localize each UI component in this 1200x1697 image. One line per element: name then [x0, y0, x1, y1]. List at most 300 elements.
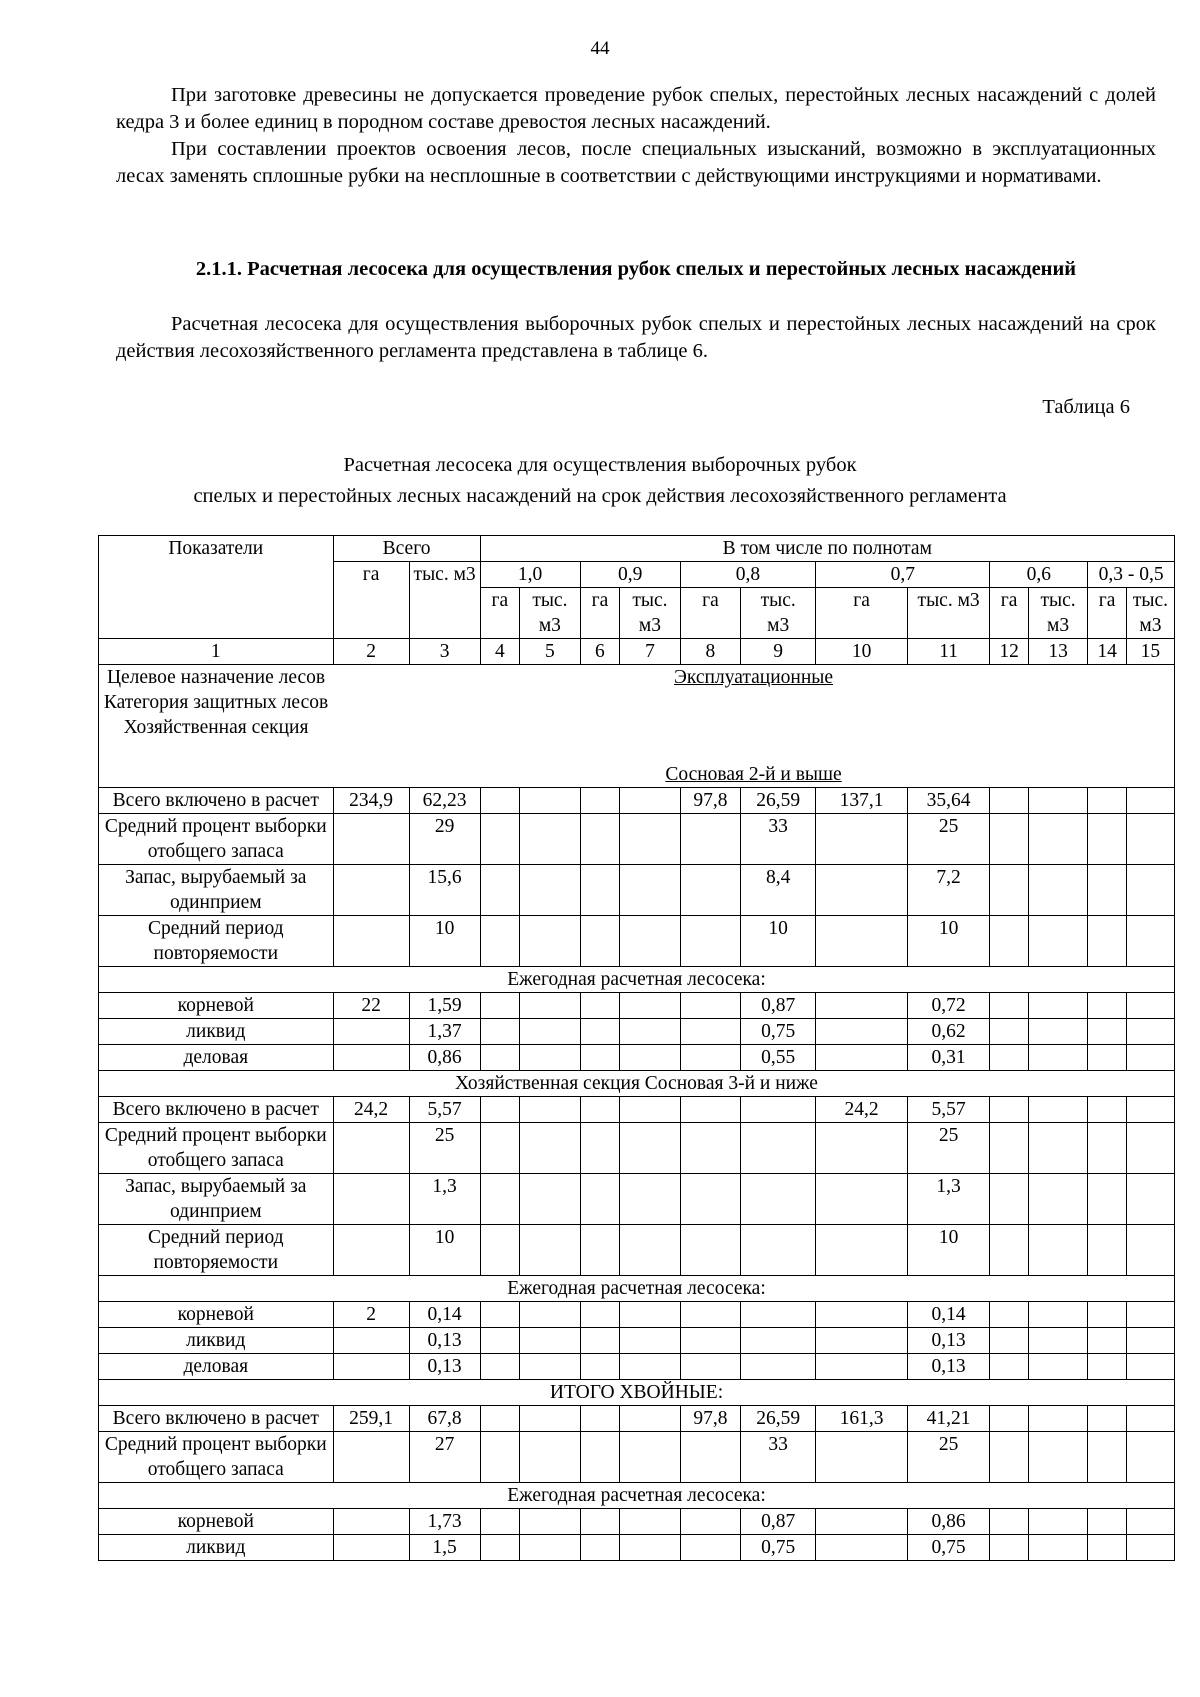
table-cell: 26,59: [741, 788, 816, 814]
row-label: деловая: [99, 1354, 334, 1380]
table-cell: [990, 1328, 1029, 1354]
table-cell: [741, 1328, 816, 1354]
table-cell: 0,62: [907, 1019, 989, 1045]
table-label: Таблица 6: [1042, 396, 1130, 418]
table-cell: [1126, 1302, 1174, 1328]
table-cell: [620, 1097, 680, 1123]
table-cell: 25: [409, 1123, 480, 1174]
table-caption: [80, 450, 1120, 512]
header-unit-thousand: [620, 588, 680, 639]
table-cell: [620, 1123, 680, 1174]
table-cell: 0,75: [907, 1535, 989, 1561]
table-cell: [680, 865, 740, 916]
table-cell: [1126, 1045, 1174, 1071]
table-cell: [480, 1406, 520, 1432]
header-unit-ha: га: [480, 588, 520, 639]
table-row: [99, 1225, 1175, 1276]
column-number: 1: [99, 639, 334, 665]
section-text: Расчетная лесосека для осуществления выборочных рубок спелых и перестойных лесных насаждений на срок действия лесохозяйственного регламента представлена в таблице 6.: [116, 313, 1156, 362]
table-cell: [333, 865, 409, 916]
column-number: 2: [333, 639, 409, 665]
row-label: деловая: [99, 1045, 334, 1071]
table-cell: [1028, 993, 1087, 1019]
header-unit-thousand: [1028, 588, 1087, 639]
table-cell: [520, 1225, 580, 1276]
table-cell: [480, 916, 520, 967]
table-cell: [741, 1174, 816, 1225]
table-cell: [1126, 1019, 1174, 1045]
unit-line: тыс.: [760, 590, 796, 611]
table-cell: [580, 1045, 620, 1071]
table-cell: [580, 1535, 620, 1561]
row-label: Средний процент выборки отобщего запаса: [99, 814, 334, 865]
annual-row: [99, 1483, 1175, 1509]
section-heading: 2.1.1. Расчетная лесосека для осуществления рубок спелых и перестойных лесных насаждений: [195, 258, 1077, 280]
table-cell: [480, 788, 520, 814]
table-cell: [1028, 1097, 1087, 1123]
table-cell: [741, 1225, 816, 1276]
table-cell: [990, 1406, 1029, 1432]
table-cell: 97,8: [680, 788, 740, 814]
column-number: 7: [620, 639, 680, 665]
table-cell: [1088, 1535, 1127, 1561]
table-cell: 24,2: [333, 1097, 409, 1123]
table-cell: [680, 993, 740, 1019]
table-cell: [580, 1328, 620, 1354]
table-cell: [480, 1302, 520, 1328]
density-header: 0,6: [990, 562, 1088, 588]
table-cell: [990, 1302, 1029, 1328]
table-cell: [520, 1509, 580, 1535]
table-cell: 0,86: [907, 1509, 989, 1535]
table-cell: 33: [741, 1432, 816, 1483]
table-row: [99, 1019, 1175, 1045]
table-cell: [333, 1432, 409, 1483]
table-cell: [816, 1328, 908, 1354]
table-cell: [990, 1123, 1029, 1174]
table-cell: [816, 916, 908, 967]
table-cell: 1,3: [907, 1174, 989, 1225]
density-header: 0,9: [580, 562, 680, 588]
table-cell: 0,13: [907, 1328, 989, 1354]
unit-line: м3: [1139, 615, 1162, 636]
table-cell: [680, 1097, 740, 1123]
table-cell: [1126, 865, 1174, 916]
table-cell: 22: [333, 993, 409, 1019]
table-row: [99, 916, 1175, 967]
table-cell: [520, 1174, 580, 1225]
table-cell: 5,57: [907, 1097, 989, 1123]
table-cell: [741, 1354, 816, 1380]
table-cell: 62,23: [409, 788, 480, 814]
table-cell: 0,14: [409, 1302, 480, 1328]
section-value: Сосновая 2-й и выше: [665, 764, 842, 785]
table-cell: [580, 1097, 620, 1123]
table-cell: [990, 1354, 1029, 1380]
annual-row-cell: Ежегодная расчетная лесосека:: [99, 1276, 1175, 1302]
table-cell: [580, 1354, 620, 1380]
row-label: корневой: [99, 1302, 334, 1328]
row-label: Всего включено в расчет: [99, 1097, 334, 1123]
table-cell: [816, 1019, 908, 1045]
table-cell: [1088, 865, 1127, 916]
table-cell: [1088, 916, 1127, 967]
purpose-label: Хозяйственная секция: [123, 717, 309, 738]
table-cell: [1028, 1328, 1087, 1354]
unit-line: тыс.: [1132, 590, 1168, 611]
table-cell: [1126, 916, 1174, 967]
table-cell: [816, 1535, 908, 1561]
section2-row: [99, 1071, 1175, 1097]
table-cell: 27: [409, 1432, 480, 1483]
table-cell: 137,1: [816, 788, 908, 814]
table-cell: [520, 865, 580, 916]
density-header: 0,7: [816, 562, 990, 588]
table-cell: 5,57: [409, 1097, 480, 1123]
table-cell: [620, 1432, 680, 1483]
unit-line: тыс.: [1040, 590, 1076, 611]
table-cell: [990, 865, 1029, 916]
column-number: 11: [907, 639, 989, 665]
row-label: Средний процент выборки отобщего запаса: [99, 1432, 334, 1483]
table-cell: [990, 788, 1029, 814]
unit-line: м3: [538, 615, 561, 636]
table-cell: [680, 1045, 740, 1071]
table-cell: [620, 814, 680, 865]
table-cell: [680, 1328, 740, 1354]
table-row: [99, 1045, 1175, 1071]
table-cell: [520, 1535, 580, 1561]
table-cell: [520, 1019, 580, 1045]
table-cell: 0,13: [907, 1354, 989, 1380]
column-number: 4: [480, 639, 520, 665]
row-label: ликвид: [99, 1019, 334, 1045]
table-cell: 67,8: [409, 1406, 480, 1432]
column-number: 13: [1028, 639, 1087, 665]
table-cell: [990, 1019, 1029, 1045]
table-cell: [816, 993, 908, 1019]
table-cell: [990, 1097, 1029, 1123]
table-cell: [1088, 1328, 1127, 1354]
table-cell: [580, 788, 620, 814]
annual-row-cell: Ежегодная расчетная лесосека:: [99, 1483, 1175, 1509]
annual-row: [99, 1276, 1175, 1302]
table-cell: [680, 1354, 740, 1380]
table-cell: [480, 1225, 520, 1276]
column-number: 10: [816, 639, 908, 665]
table-cell: 0,72: [907, 993, 989, 1019]
table-cell: [680, 1174, 740, 1225]
table-cell: 0,13: [409, 1354, 480, 1380]
table-cell: [1028, 1045, 1087, 1071]
table-cell: [1028, 916, 1087, 967]
table-cell: [1126, 1406, 1174, 1432]
header-thousand-m3: тыс. м3: [409, 562, 480, 639]
table-cell: [816, 1509, 908, 1535]
table-row: [99, 814, 1175, 865]
table-row: [99, 1406, 1175, 1432]
table-cell: [990, 993, 1029, 1019]
column-number: 8: [680, 639, 740, 665]
table-cell: [480, 993, 520, 1019]
table-cell: [333, 1174, 409, 1225]
row-label: ликвид: [99, 1328, 334, 1354]
table-cell: [680, 1535, 740, 1561]
table-cell: [480, 1045, 520, 1071]
table-cell: [1088, 1406, 1127, 1432]
header-unit-thousand: [520, 588, 580, 639]
table-cell: [990, 1432, 1029, 1483]
table-cell: [1028, 865, 1087, 916]
table-cell: [816, 1432, 908, 1483]
table-cell: [620, 1406, 680, 1432]
table-cell: [620, 1535, 680, 1561]
table-cell: [1126, 1509, 1174, 1535]
table-cell: [333, 1328, 409, 1354]
annual-row-cell: Ежегодная расчетная лесосека:: [99, 967, 1175, 993]
table-cell: 29: [409, 814, 480, 865]
purpose-labels: [99, 665, 334, 788]
table-cell: [816, 1123, 908, 1174]
table-cell: 10: [409, 916, 480, 967]
column-number: 6: [580, 639, 620, 665]
row-label: Средний период повторяемости: [99, 1225, 334, 1276]
table-cell: 0,86: [409, 1045, 480, 1071]
table-cell: [816, 1354, 908, 1380]
table-cell: [620, 1328, 680, 1354]
column-number: 9: [741, 639, 816, 665]
table-cell: [1088, 1097, 1127, 1123]
table-cell: 10: [907, 916, 989, 967]
table-cell: [580, 993, 620, 1019]
table-row: [99, 1432, 1175, 1483]
table-cell: [580, 1509, 620, 1535]
table-cell: [580, 1123, 620, 1174]
table-cell: [1088, 1123, 1127, 1174]
table-cell: [580, 1019, 620, 1045]
table-cell: [580, 814, 620, 865]
paragraph: При заготовке древесины не допускается проведение рубок спелых, перестойных лесных насаждений с долей кедра 3 и более единиц в породном составе древостоя лесных насаждений.: [116, 84, 1156, 133]
table-row: [99, 1328, 1175, 1354]
table-cell: [816, 1302, 908, 1328]
unit-line: м3: [638, 615, 661, 636]
table-row: [99, 1302, 1175, 1328]
table-cell: [480, 1354, 520, 1380]
table-cell: 1,59: [409, 993, 480, 1019]
purpose-row: [99, 665, 1175, 788]
unit-line: тыс.: [532, 590, 568, 611]
table-cell: [520, 1328, 580, 1354]
table-cell: 0,75: [741, 1535, 816, 1561]
row-label: Запас, вырубаемый за одинприем: [99, 1174, 334, 1225]
total-row: [99, 1380, 1175, 1406]
table-cell: 161,3: [816, 1406, 908, 1432]
column-number-row: [99, 639, 1175, 665]
table-cell: [1088, 1509, 1127, 1535]
table-cell: [480, 1174, 520, 1225]
table-cell: 0,31: [907, 1045, 989, 1071]
table-cell: [480, 1019, 520, 1045]
table-cell: [1088, 1354, 1127, 1380]
table-cell: 0,87: [741, 1509, 816, 1535]
table-row: [99, 1123, 1175, 1174]
table-row: [99, 865, 1175, 916]
table-cell: [520, 814, 580, 865]
table-cell: [620, 916, 680, 967]
header-by-density: В том числе по полнотам: [480, 536, 1174, 562]
table-cell: 0,75: [741, 1019, 816, 1045]
column-number: 14: [1088, 639, 1127, 665]
total-row-cell: ИТОГО ХВОЙНЫЕ:: [99, 1380, 1175, 1406]
purpose-label: Категория защитных лесов: [103, 692, 329, 713]
density-header: 0,3 - 0,5: [1088, 562, 1175, 588]
table-row: [99, 788, 1175, 814]
table-cell: 1,3: [409, 1174, 480, 1225]
row-label: ликвид: [99, 1535, 334, 1561]
table-cell: 0,55: [741, 1045, 816, 1071]
purpose-label: Целевое назначение лесов: [106, 667, 326, 688]
table-cell: 2: [333, 1302, 409, 1328]
table-cell: 15,6: [409, 865, 480, 916]
purpose-value: Эксплуатационные: [674, 667, 834, 688]
table-cell: [990, 1174, 1029, 1225]
table-cell: [1126, 1174, 1174, 1225]
table-cell: [1088, 1019, 1127, 1045]
paragraph: При составлении проектов освоения лесов, после специальных изысканий, возможно в эксплуатационных лесах заменять сплошные рубки на несплошные в соответствии с действующими инструкциями и нормативами.: [116, 138, 1156, 187]
table-cell: 0,13: [409, 1328, 480, 1354]
table-cell: [1126, 1354, 1174, 1380]
table-cell: 10: [409, 1225, 480, 1276]
table-cell: [1088, 788, 1127, 814]
table-cell: [816, 1225, 908, 1276]
table-caption-line: Расчетная лесосека для осуществления выборочных рубок: [343, 454, 857, 476]
row-label: корневой: [99, 993, 334, 1019]
table-cell: [1126, 993, 1174, 1019]
table-cell: [333, 1225, 409, 1276]
table-cell: [333, 1045, 409, 1071]
table-cell: [620, 788, 680, 814]
header-unit-thousand: [1126, 588, 1174, 639]
table-cell: [816, 865, 908, 916]
table-row: [99, 1097, 1175, 1123]
table-cell: 41,21: [907, 1406, 989, 1432]
table-cell: [520, 1045, 580, 1071]
table-cell: [1088, 993, 1127, 1019]
table-cell: 25: [907, 1432, 989, 1483]
table-cell: [680, 1302, 740, 1328]
table-cell: [1126, 1535, 1174, 1561]
table-cell: [620, 1509, 680, 1535]
table-row: [99, 1354, 1175, 1380]
purpose-values: [333, 665, 1174, 788]
table-cell: [1028, 814, 1087, 865]
table-cell: [620, 1354, 680, 1380]
table-cell: [480, 865, 520, 916]
row-label: Всего включено в расчет: [99, 1406, 334, 1432]
table-cell: [1126, 1432, 1174, 1483]
table-row: [99, 1535, 1175, 1561]
table-cell: [480, 1432, 520, 1483]
table-cell: [680, 1019, 740, 1045]
table-cell: [680, 1509, 740, 1535]
unit-line: м3: [767, 615, 790, 636]
table-cell: 35,64: [907, 788, 989, 814]
table-cell: [580, 865, 620, 916]
table-cell: [1126, 1328, 1174, 1354]
table-cell: [520, 1354, 580, 1380]
unit-line: м3: [1047, 615, 1070, 636]
unit-line: тыс.: [632, 590, 668, 611]
table-cell: [480, 814, 520, 865]
page-number: 44: [590, 38, 610, 59]
table-cell: [990, 916, 1029, 967]
table-cell: [520, 993, 580, 1019]
table-cell: [620, 865, 680, 916]
table-cell: [741, 1097, 816, 1123]
table-row: [99, 993, 1175, 1019]
table-cell: [520, 916, 580, 967]
table-cell: 24,2: [816, 1097, 908, 1123]
table-cell: [520, 1097, 580, 1123]
table-cell: [1126, 814, 1174, 865]
header-unit-ha: га: [816, 588, 908, 639]
table-cell: [816, 1045, 908, 1071]
table-cell: [1028, 1406, 1087, 1432]
table-cell: [680, 814, 740, 865]
table-cell: 97,8: [680, 1406, 740, 1432]
table-cell: 234,9: [333, 788, 409, 814]
table-cell: [333, 1509, 409, 1535]
table-cell: [1028, 1123, 1087, 1174]
table-caption-line: спелых и перестойных лесных насаждений на срок действия лесохозяйственного регламента: [193, 485, 1007, 507]
table-cell: [520, 788, 580, 814]
table-cell: [1126, 1097, 1174, 1123]
table-row: [99, 1509, 1175, 1535]
table-cell: [1088, 1225, 1127, 1276]
table-cell: [480, 1535, 520, 1561]
table-cell: [580, 1174, 620, 1225]
table-cell: [816, 814, 908, 865]
table-cell: [333, 814, 409, 865]
column-number: 3: [409, 639, 480, 665]
table-cell: [580, 1406, 620, 1432]
header-unit-ha: га: [990, 588, 1029, 639]
density-header: 1,0: [480, 562, 580, 588]
table-cell: [1028, 1302, 1087, 1328]
table-cell: [1028, 1535, 1087, 1561]
annual-row: [99, 967, 1175, 993]
header-unit-thousand: [741, 588, 816, 639]
header-unit-ha: га: [580, 588, 620, 639]
header-unit-ha: га: [1088, 588, 1127, 639]
table-cell: 26,59: [741, 1406, 816, 1432]
table-cell: [1028, 1174, 1087, 1225]
table-cell: [520, 1302, 580, 1328]
table-cell: [580, 1302, 620, 1328]
table-cell: [620, 1302, 680, 1328]
table-cell: 259,1: [333, 1406, 409, 1432]
table-cell: [1088, 1045, 1127, 1071]
table-cell: [620, 1225, 680, 1276]
table-cell: [816, 1174, 908, 1225]
row-label: Средний процент выборки отобщего запаса: [99, 1123, 334, 1174]
table-cell: [520, 1406, 580, 1432]
table-cell: [990, 1535, 1029, 1561]
header-total: Всего: [333, 536, 480, 562]
table-cell: [580, 1225, 620, 1276]
table-cell: [1028, 1225, 1087, 1276]
row-label: корневой: [99, 1509, 334, 1535]
